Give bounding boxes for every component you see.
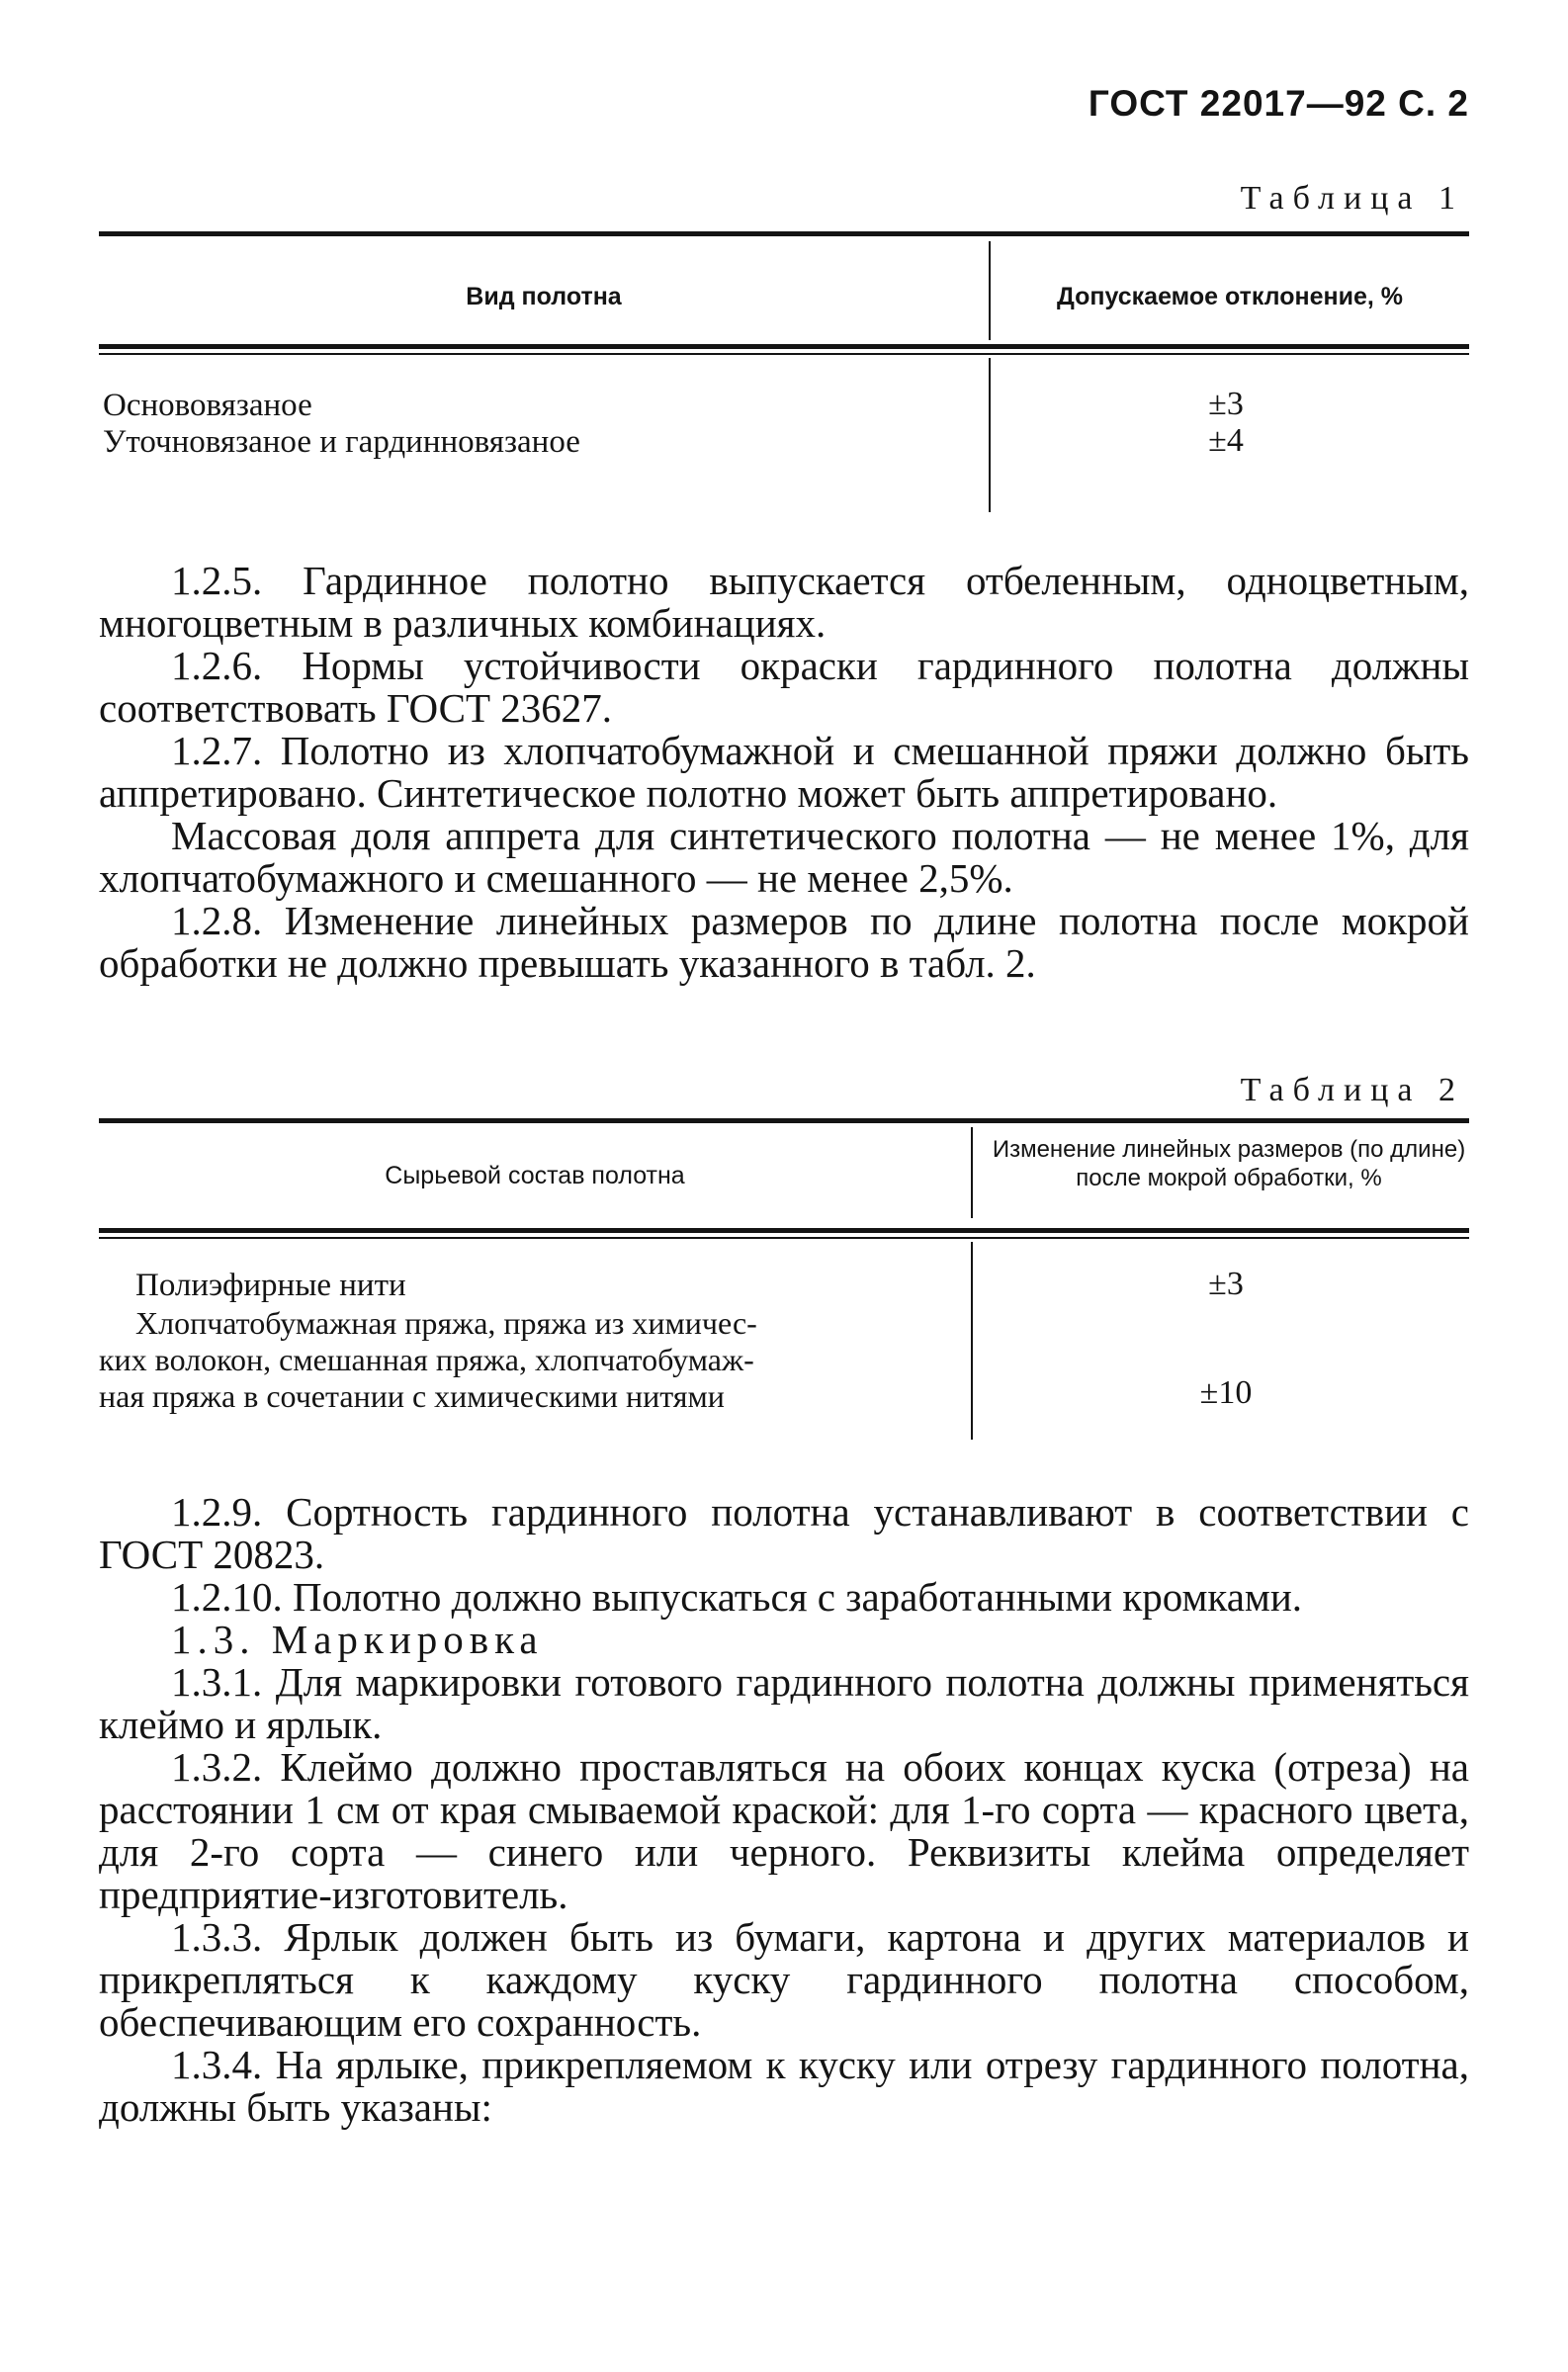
table2-row2-name-line3: ная пряжа в сочетании с химическими нитями	[99, 1378, 725, 1414]
table1-header-rule-2	[99, 353, 1469, 355]
table1-row2-value: ±4	[1208, 422, 1244, 459]
section-heading-marking: 1.3. Маркировка	[171, 1617, 544, 1662]
text-block-b	[99, 1491, 1469, 2129]
paragraph-1-2-10: 1.2.10. Полотно должно выпускаться с заработанными кромками.	[171, 1574, 1303, 1620]
paragraph-1-3-1: 1.3.1. Для маркировки готового гардинного полотна должны применяться клеймо и ярлык.	[99, 1659, 1469, 1747]
table2-header-rule	[99, 1228, 1469, 1233]
table2-col1-header: Сырьевой состав полотна	[385, 1162, 685, 1189]
table2-header-rule-2	[99, 1237, 1469, 1239]
paragraph-1-3-4: 1.3.4. На ярлыке, прикрепляемом к куску или отрезу гардинного полотна, должны быть указаны:	[99, 2042, 1469, 2130]
table1-top-rule	[99, 231, 1469, 236]
page-header: ГОСТ 22017—92 С. 2	[1088, 83, 1469, 124]
table2-row2-name-line2: ких волокон, смешанная пряжа, хлопчатобумаж-	[99, 1342, 754, 1377]
table2-header-divider	[971, 1127, 973, 1218]
paragraph-sizing-share: Массовая доля аппрета для синтетического полотна — не менее 1%, для хлопчатобумажного и смешанного — не менее 2,5%.	[99, 813, 1469, 901]
paragraph-1-2-6: 1.2.6. Нормы устойчивости окраски гардинного полотна должны соответствовать ГОСТ 23627.	[99, 643, 1469, 731]
table2-row2-name-line1: Хлопчатобумажная пряжа, пряжа из химичес-	[135, 1305, 757, 1341]
table1-row1-value: ±3	[1208, 386, 1244, 422]
table2-caption: Таблица 2	[1240, 1072, 1464, 1108]
paragraph-1-2-8: 1.2.8. Изменение линейных размеров по длине полотна после мокрой обработки не должно превышать указанного в табл. 2.	[99, 898, 1469, 986]
table1-caption: Таблица 1	[1240, 180, 1464, 217]
paragraph-1-3-2: 1.3.2. Клеймо должно проставляться на обоих концах куска (отреза) на расстоянии 1 см от края смываемой краской: для 1-го сорта — красного цвета, для 2-го сорта — синего или черного. Реквизиты клейма определяет предприятие-изготовитель.	[99, 1744, 1469, 1917]
table2-body-divider	[971, 1242, 973, 1440]
table2-col2-header: Изменение линейных размеров (по длине) после мокрой обработки, %	[992, 1136, 1466, 1191]
table1-header-rule	[99, 344, 1469, 349]
table1-row1-name: Основовязаное	[103, 388, 312, 423]
text-block-a	[99, 560, 1469, 985]
table1-row2-name: Уточновязаное и гардинновязаное	[103, 424, 580, 460]
paragraph-1-2-7: 1.2.7. Полотно из хлопчатобумажной и смешанной пряжи должно быть аппретировано. Синтетическое полотно может быть аппретировано.	[99, 728, 1469, 816]
table2-row1-value: ±3	[1208, 1266, 1244, 1302]
paragraph-1-3-3: 1.3.3. Ярлык должен быть из бумаги, картона и других материалов и прикрепляться к каждому куску гардинного полотна способом, обеспечивающим его сохранность.	[99, 1914, 1469, 2045]
table1-col1-header: Вид полотна	[466, 283, 622, 310]
table2-top-rule	[99, 1118, 1469, 1123]
paragraph-1-2-5: 1.2.5. Гардинное полотно выпускается отбеленным, одноцветным, многоцветным в различных комбинациях.	[99, 558, 1469, 646]
table2-row1-name: Полиэфирные нити	[135, 1268, 406, 1303]
table1-body-divider	[989, 358, 991, 512]
paragraph-1-2-9: 1.2.9. Сортность гардинного полотна устанавливают в соответствии с ГОСТ 20823.	[99, 1489, 1469, 1577]
table2-row2-value: ±10	[1199, 1374, 1253, 1411]
table1-col2-header: Допускаемое отклонение, %	[1057, 283, 1403, 310]
